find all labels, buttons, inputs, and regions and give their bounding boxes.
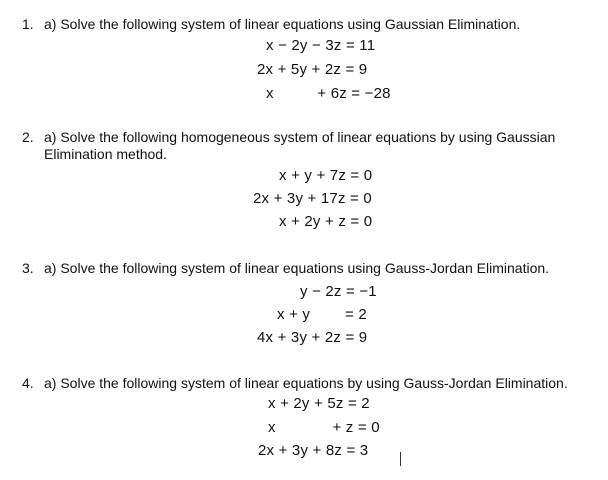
problem-1-equation-2: 2x + 5y + 2z = 9 (257, 61, 368, 78)
problem-2-equation-1: x + y + 7z = 0 (279, 167, 373, 184)
problem-1-number: 1. (22, 16, 34, 32)
problem-2-text-continued: Elimination method. (44, 146, 167, 162)
text-cursor (400, 452, 401, 466)
problem-2-number: 2. (22, 129, 34, 145)
problem-4-text: a) Solve the following system of linear equations by using Gauss-Jordan Elimination. (44, 375, 568, 391)
problem-4-equation-3: 2x + 3y + 8z = 3 (258, 442, 369, 459)
problem-2-text: a) Solve the following homogeneous system of linear equations by using Gaussian (44, 129, 556, 145)
problem-4-number: 4. (22, 375, 34, 391)
problem-1-text: a) Solve the following system of linear equations using Gaussian Elimination. (44, 16, 521, 32)
problem-1-equation-3: x + 6z = −28 (266, 85, 391, 102)
problem-3-equation-1: y − 2z = −1 (300, 283, 377, 300)
problem-4-equation-2: x + z = 0 (268, 419, 380, 436)
problem-2-equation-2: 2x + 3y + 17z = 0 (253, 190, 372, 207)
problem-3-text: a) Solve the following system of linear equations using Gauss-Jordan Elimination. (44, 260, 550, 276)
problem-3-equation-3: 4x + 3y + 2z = 9 (257, 329, 368, 346)
problem-4-equation-1: x + 2y + 5z = 2 (268, 395, 370, 412)
problem-3-number: 3. (22, 260, 34, 276)
problem-2-equation-3: x + 2y + z = 0 (279, 213, 373, 230)
problem-1-equation-1: x − 2y − 3z = 11 (266, 37, 376, 54)
problem-3-equation-2: x + y = 2 (277, 306, 367, 323)
